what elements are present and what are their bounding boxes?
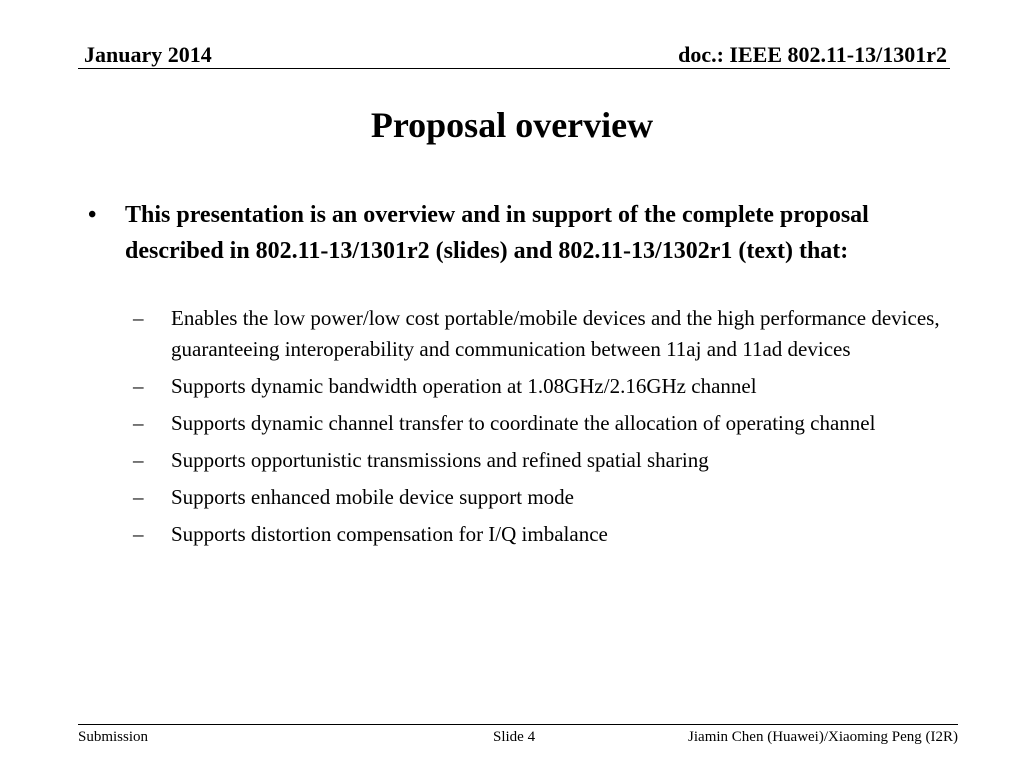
sub-bullet-item: [133, 445, 973, 476]
sub-bullet-text: Supports dynamic channel transfer to coordinate the allocation of operating channel: [171, 411, 876, 435]
header-date: January 2014: [84, 42, 212, 67]
dash-marker: –: [133, 306, 144, 330]
footer-divider: [78, 724, 958, 725]
dash-marker: –: [133, 522, 144, 546]
sub-bullet-item: [133, 482, 973, 513]
footer-authors: Jiamin Chen (Huawei)/Xiaoming Peng (I2R): [688, 729, 958, 745]
sub-bullet-item: [133, 408, 973, 439]
main-bullet: [88, 198, 888, 269]
dash-marker: –: [133, 448, 144, 472]
main-bullet-text: This presentation is an overview and in support of the complete proposal described in 802.11-13/1301r2 (slides) and 802.11-13/1302r1 (text) that:: [125, 202, 869, 264]
header-doc-id: doc.: IEEE 802.11-13/1301r2: [678, 42, 947, 67]
sub-bullet-item: [133, 303, 973, 365]
sub-bullet-item: [133, 371, 973, 402]
sub-bullet-item: [133, 519, 973, 550]
sub-bullet-text: Supports dynamic bandwidth operation at 1.08GHz/2.16GHz channel: [171, 374, 757, 398]
sub-bullet-text: Supports opportunistic transmissions and refined spatial sharing: [171, 448, 709, 472]
sub-bullet-text: Enables the low power/low cost portable/mobile devices and the high performance devices, guaranteeing interoperability and communication between 11aj and 11ad devices: [171, 306, 940, 361]
sub-bullet-list: [133, 303, 973, 556]
dash-marker: –: [133, 411, 144, 435]
footer-submission: Submission: [78, 729, 149, 745]
dash-marker: –: [133, 374, 144, 398]
sub-bullet-text: Supports distortion compensation for I/Q imbalance: [171, 522, 608, 546]
header-divider: [78, 68, 950, 69]
sub-bullet-text: Supports enhanced mobile device support mode: [171, 485, 574, 509]
slide-title: Proposal overview: [370, 105, 654, 145]
dash-marker: –: [133, 485, 144, 509]
bullet-marker: •: [88, 202, 97, 228]
footer-slide-number: Slide 4: [493, 729, 536, 745]
